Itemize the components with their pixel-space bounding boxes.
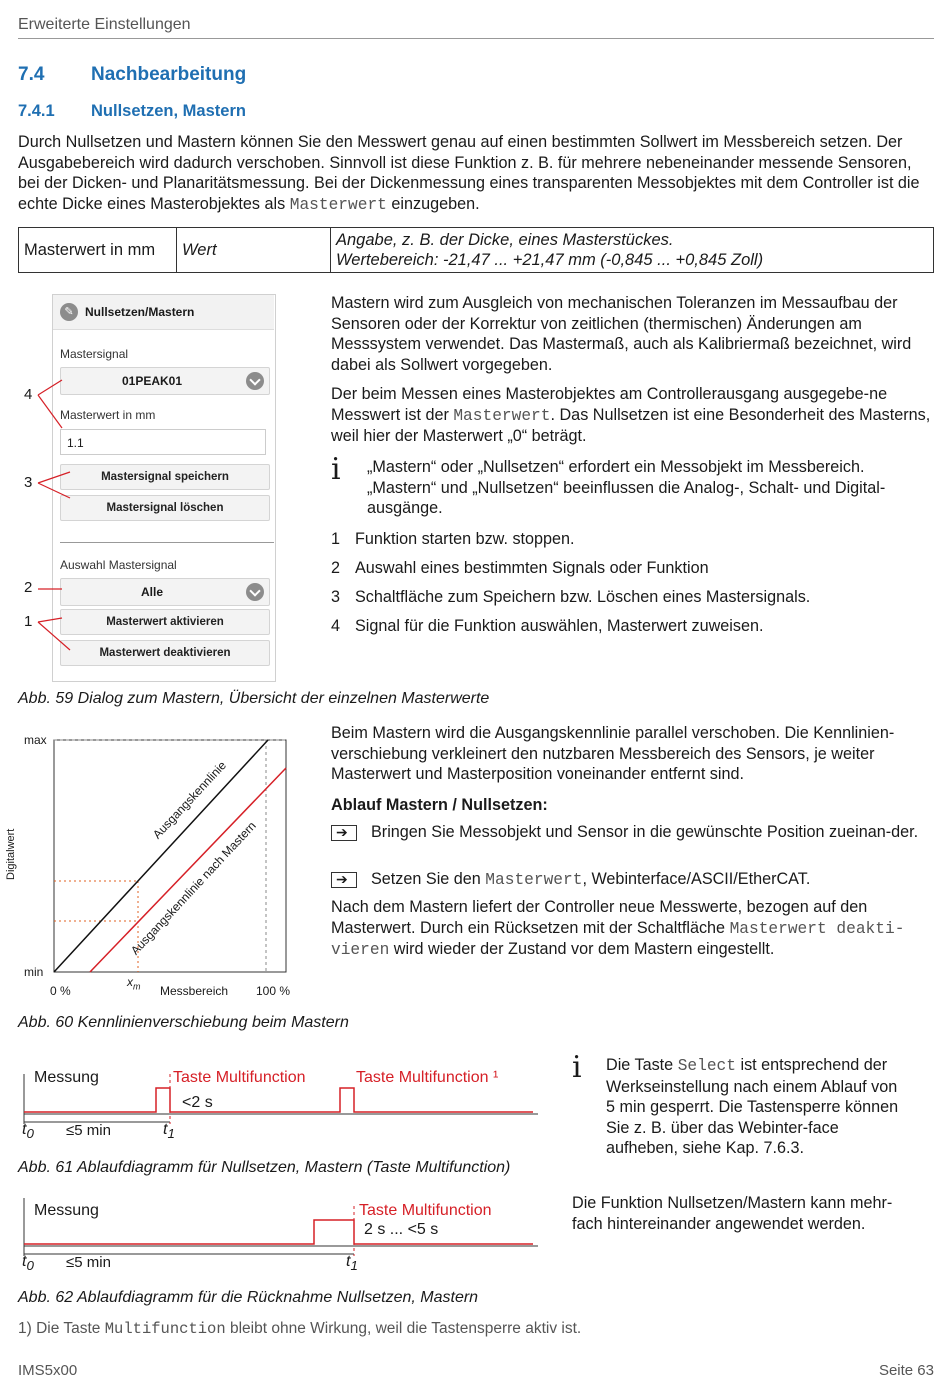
auswahl-label: Auswahl Mastersignal — [60, 558, 177, 572]
list-item: 3 Schaltfläche zum Speichern bzw. Löschen eines Mastersignals. — [331, 588, 811, 606]
subsection-title: Nullsetzen, Mastern — [91, 102, 246, 120]
masterwert-activate-button[interactable]: Masterwert aktivieren — [60, 609, 270, 635]
mastern-paragraph-1: Mastern wird zum Ausgleich von mechanischen Toleranzen im Messaufbau der Sensoren oder der Korrektur von zeitlichen (thermischen) Änderungen am Messsystem verwendet. Das Mastermaß, auch als Kalibriermaß bezeichnet, wird dabei als Sollwert vorgegeben. — [331, 294, 912, 374]
timing1-messung: Messung — [34, 1069, 99, 1086]
mastersignal-delete-button[interactable]: Mastersignal löschen — [60, 495, 270, 521]
dialog-divider — [60, 542, 274, 543]
auswahl-select[interactable] — [60, 578, 270, 606]
timing2-taste: Taste Multifunction — [359, 1202, 492, 1219]
list-item: 1 Funktion starten bzw. stoppen. — [331, 530, 575, 548]
procedure-step-1: ➔Bringen Sie Messobjekt und Sensor in die gewünschte Position zueinan-der. — [331, 822, 931, 843]
intro-paragraph: Durch Nullsetzen und Mastern können Sie den Messwert genau auf einen bestimmten Sollwert im Messbereich setzen. Der Ausgabebereich wird dadurch verschoben. Sinnvoll ist diese Funktion z. B. für mehrere nebeneinander messende Sensoren, bei der Dicken- und Planaritätsmessung. Bei der Dickenmessung eines transparenten Messobjektes mit dem Controller ist die echte Dicke eines Masterobjektes als Masterwert einzugeben. — [18, 133, 920, 214]
masterwert-deactivate-button[interactable]: Masterwert deaktivieren — [60, 640, 270, 666]
graph-max-label: max — [24, 733, 47, 747]
param-type: Wert — [177, 228, 331, 273]
repeat-note: Die Funktion Nullsetzen/Mastern kann mehr-fach hintereinander angewendet werden. — [572, 1194, 893, 1233]
mastersignal-save-button[interactable]: Mastersignal speichern — [60, 464, 270, 490]
shift-paragraph: Beim Mastern wird die Ausgangskennlinie parallel verschoben. Die Kennlinien-verschiebung verkleinert den nutzbaren Messbereich des Sensors, je weiter Masterwert und Masterposition voneinander entfernt sind. — [331, 724, 895, 784]
procedure-heading: Ablauf Mastern / Nullsetzen: — [331, 796, 548, 814]
reset-paragraph: Nach dem Mastern liefert der Controller neue Messwerte, bezogen auf den Masterwert. Durch ein Rücksetzen mit der Schaltfläche Masterwert deakti-vieren wird wieder der Zustand vor dem Mastern eingestellt. — [331, 898, 905, 960]
callout-lines — [0, 0, 80, 700]
timing2-t1: $t_1$ — [346, 1253, 358, 1274]
graph-line2-label: Ausgangskennlinie nach Mastern — [128, 818, 259, 958]
mastersignal-select[interactable] — [60, 367, 270, 395]
timing1-t1: $t_1$ — [163, 1121, 175, 1142]
arrow-right-icon — [331, 825, 357, 841]
info-icon: i — [331, 452, 341, 487]
list-item: 2 Auswahl eines bestimmten Signals oder Funktion — [331, 559, 709, 577]
param-description: Angabe, z. B. der Dicke, eines Masterstückes. Wertebereich: -21,47 ... +21,47 mm (-0,845 ... +0,845 Zoll) — [331, 228, 934, 273]
graph-xm-label: $x_m$ — [127, 975, 141, 992]
info-icon: i — [572, 1050, 582, 1085]
section-title: Nachbearbeitung — [91, 64, 247, 85]
caption-60: Abb. 60 Kennlinienverschiebung beim Mastern — [18, 1014, 349, 1031]
parameter-table — [18, 227, 934, 273]
page-header: Erweiterte Einstellungen — [18, 16, 191, 33]
info-note: „Mastern“ oder „Nullsetzen“ erfordert ein Messobjekt im Messbereich. „Mastern“ und „Nullsetzen“ beeinflussen die Analog-, Schalt- und Digital-ausgänge. — [367, 458, 886, 518]
param-name: Masterwert in mm — [19, 228, 177, 273]
arrow-right-icon — [331, 872, 357, 888]
auswahl-value: Alle — [140, 585, 163, 599]
footer-product: IMS5x00 — [18, 1362, 78, 1379]
timing1-taste-2: Taste Multifunction ¹ — [356, 1069, 499, 1086]
masterwert-label: Masterwert in mm — [60, 408, 156, 422]
callout-3: 3 — [24, 474, 33, 491]
graph-x-label: Messbereich — [160, 984, 229, 998]
masterwert-input[interactable]: 1.1 — [60, 429, 266, 455]
chevron-down-icon — [246, 583, 264, 601]
timing2-messung: Messung — [34, 1202, 99, 1219]
timing1-t0: $t_0$ — [22, 1121, 34, 1142]
timing1-taste-1: Taste Multifunction — [173, 1069, 306, 1086]
callout-4: 4 — [24, 386, 33, 403]
graph-x100-label: 100 % — [256, 984, 291, 998]
graph-line1-label: Ausgangskennlinie — [150, 758, 229, 842]
timing2-duration: 2 s ... <5 s — [364, 1221, 439, 1238]
subsection-number: 7.4.1 — [18, 102, 55, 120]
mastern-paragraph-2: Der beim Messen eines Masterobjektes am Controllerausgang ausgegebe-ne Messwert ist der Masterwert. Das Nullsetzen ist eine Besonderheit des Masterns, weil hier der Masterwert „0“ beträgt. — [331, 385, 931, 446]
mastersignal-label: Mastersignal — [60, 347, 129, 361]
header-rule — [18, 38, 934, 39]
timing1-min: ≤5 min — [66, 1122, 111, 1139]
timing2-min: ≤5 min — [66, 1254, 111, 1271]
section-number: 7.4 — [18, 64, 45, 85]
chevron-down-icon — [246, 372, 264, 390]
caption-61: Abb. 61 Ablaufdiagramm für Nullsetzen, Mastern (Taste Multifunction) — [18, 1159, 511, 1176]
procedure-step-2: ➔Setzen Sie den Masterwert, Webinterface/ASCII/EtherCAT. — [331, 869, 931, 891]
graph-min-label: min — [24, 965, 44, 979]
footer-page-number: Seite 63 — [878, 1362, 934, 1379]
callout-1: 1 — [24, 613, 33, 630]
characteristic-graph — [18, 728, 308, 1008]
mastersignal-value: 01PEAK01 — [121, 374, 183, 388]
footnote: 1) Die Taste Multifunction bleibt ohne Wirkung, weil die Tastensperre aktiv ist. — [18, 1320, 582, 1338]
dialog-title: Nullsetzen/Mastern — [85, 305, 195, 319]
pencil-icon[interactable]: ✎ — [60, 303, 78, 321]
caption-59: Abb. 59 Dialog zum Mastern, Übersicht der einzelnen Masterwerte — [18, 690, 490, 707]
list-item: 4 Signal für die Funktion auswählen, Masterwert zuweisen. — [331, 617, 764, 635]
callout-2: 2 — [24, 579, 33, 596]
timing2-t0: $t_0$ — [22, 1253, 34, 1274]
legend-list — [331, 530, 931, 646]
graph-x0-label: 0 % — [50, 984, 71, 998]
graph-y-label: Digitalwert — [5, 828, 17, 880]
timing1-duration: <2 s — [182, 1094, 213, 1111]
caption-62: Abb. 62 Ablaufdiagramm für die Rücknahme Nullsetzen, Mastern — [18, 1289, 479, 1306]
key-lock-note: Die Taste Select ist entsprechend der Werkseinstellung nach einem Ablauf von 5 min gesperrt. Die Tastensperre können Sie z. B. über das Webinter-face aufheben, siehe Kap. 7.6.3. — [606, 1056, 899, 1158]
